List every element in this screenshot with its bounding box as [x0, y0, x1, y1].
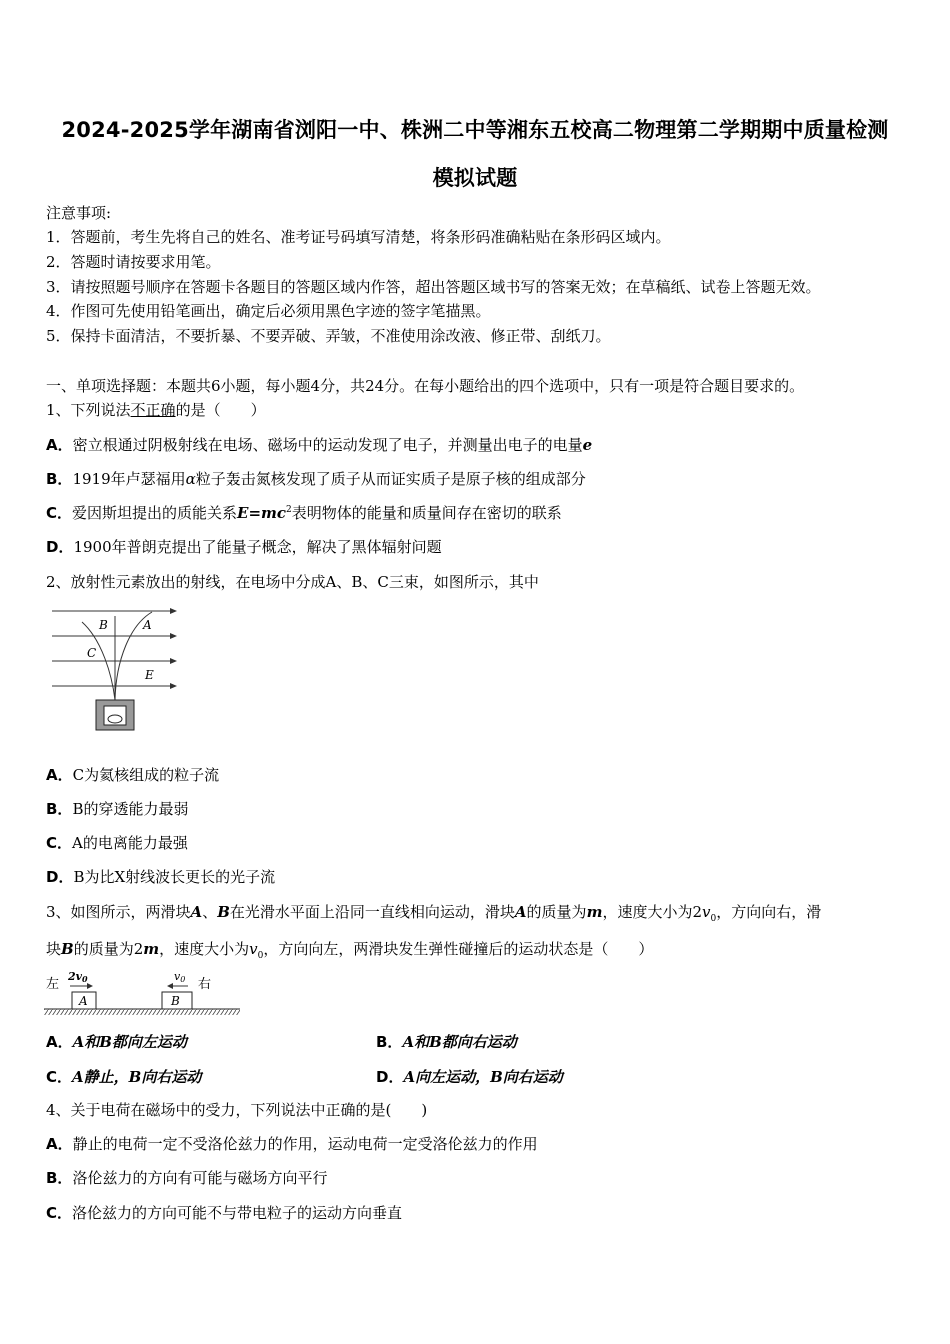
slider-a-label: A	[79, 994, 88, 1008]
fig-label-a: A	[143, 618, 152, 632]
q1-option-d: D．1900年普朗克提出了能量子概念，解决了黑体辐射问题	[46, 538, 442, 556]
source-sample	[108, 715, 122, 723]
note-item-3: 3．请按照题号顺序在答题卡各题目的答题区域内作答，超出答题区域书写的答案无效；在草稿纸、试卷上答题无效。	[46, 278, 821, 296]
q3-option-c: C．A静止，B向右运动	[46, 1068, 202, 1086]
q2-option-b: B．B的穿透能力最弱	[46, 800, 189, 818]
q3-option-d: D．A向左运动，B向右运动	[376, 1068, 563, 1086]
q2-option-d: D．B为比X射线波长更长的光子流	[46, 868, 276, 886]
note-item-4: 4．作图可先使用铅笔画出，确定后必须用黑色字迹的签字笔描黑。	[46, 302, 491, 320]
note-item-2: 2．答题时请按要求用笔。	[46, 253, 221, 271]
sliders-figure	[44, 968, 244, 1020]
q4-option-b: B．洛伦兹力的方向有可能与磁场方向平行	[46, 1169, 328, 1187]
fig-label-b: B	[99, 618, 108, 632]
q1-option-a: A．密立根通过阴极射线在电场、磁场中的运动发现了电子，并测量出电子的电量e	[46, 436, 593, 454]
q4-option-a: A．静止的电荷一定不受洛伦兹力的作用，运动电荷一定受洛伦兹力的作用	[46, 1135, 538, 1153]
fig-velocity-b: v0	[174, 970, 186, 984]
q3-option-a: A．A和B都向左运动	[46, 1033, 187, 1051]
q4-stem: 4、关于电荷在磁场中的受力，下列说法中正确的是( )	[46, 1101, 428, 1119]
note-item-1: 1．答题前，考生先将自己的姓名、准考证号码填写清楚，将条形码准确粘贴在条形码区域内。	[46, 228, 671, 246]
notes-heading: 注意事项:	[46, 204, 112, 222]
q4-option-c: C．洛伦兹力的方向可能不与带电粒子的运动方向垂直	[46, 1204, 403, 1222]
q2-option-c: C．A的电离能力最强	[46, 834, 188, 852]
q3-stem-line1: 3、如图所示，两滑块A、B在光滑水平面上沿同一直线相向运动，滑块A的质量为m，速度大小为$2v_0$，方向向右，滑	[46, 903, 822, 924]
fig-label-c: C	[87, 646, 97, 660]
note-item-5: 5．保持卡面清洁，不要折暴、不要弄破、弄皱，不准使用涂改液、修正带、刮纸刀。	[46, 327, 611, 345]
q3-option-b: B．A和B都向右运动	[376, 1033, 517, 1051]
fig-left-label: 左	[46, 977, 60, 992]
q1-stem: 1、下列说法不正确的是（ ）	[46, 401, 266, 419]
slider-b-label: B	[171, 994, 180, 1008]
q3-stem-line2: 块B的质量为2m，速度大小为$v_0$，方向向左，两滑块发生弹性碰撞后的运动状态是（ ）	[46, 940, 654, 961]
page-title-line1: 2024-2025学年湖南省浏阳一中、株洲二中等湘东五校高二物理第二学期期中质量检测	[61, 118, 889, 142]
q1-option-b: B．1919年卢瑟福用α粒子轰击氮核发现了质子从而证实质子是原子核的组成部分	[46, 470, 586, 488]
fig-right-label: 右	[198, 977, 212, 992]
q2-option-a: A．C为氦核组成的粒子流	[46, 766, 220, 784]
q1-option-c: C．爱因斯坦提出的质能关系$E=mc^2$表明物体的能量和质量间存在密切的联系	[46, 504, 562, 522]
fig-velocity-a: 2v0	[68, 970, 88, 984]
q2-stem: 2、放射性元素放出的射线，在电场中分成A、B、C三束，如图所示，其中	[46, 573, 539, 591]
radiation-field-figure	[48, 600, 188, 735]
fig-label-e: E	[145, 668, 154, 682]
section-heading: 一、单项选择题：本题共6小题，每小题4分，共24分。在每小题给出的四个选项中，只有一项是符合题目要求的。	[46, 377, 805, 395]
page-title-line2: 模拟试题	[432, 166, 518, 190]
